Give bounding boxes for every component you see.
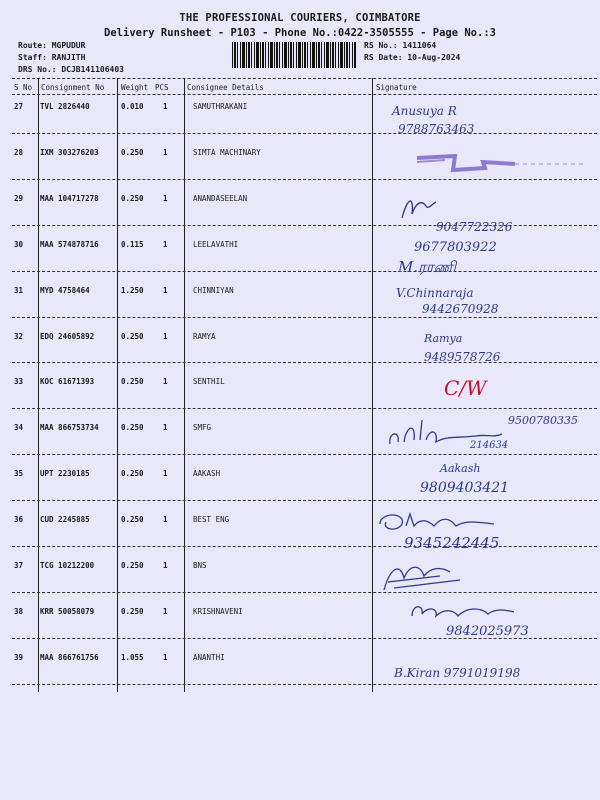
row-pcs: 1: [163, 147, 168, 157]
company-title: THE PROFESSIONAL COURIERS, COIMBATORE: [179, 12, 421, 24]
signature-row-29-phone: 9047722326: [436, 220, 513, 234]
row-pcs: 1: [163, 469, 168, 479]
row-consignee: CHINNIYAN: [193, 285, 234, 295]
signature-row-35-name: Aakash: [440, 462, 481, 475]
signature-scribble-row-36: [376, 510, 506, 534]
row-pcs: 1: [163, 652, 168, 662]
row-sno: 33: [14, 377, 24, 387]
row-weight: 0.250: [121, 561, 144, 570]
runsheet-subtitle: Delivery Runsheet - P103 - Phone No.:0422-3505555 - Page No.:3: [104, 27, 496, 39]
row-sno: 39: [14, 652, 24, 662]
signature-row-35-phone: 9809403421: [420, 480, 510, 496]
row-sno: 29: [14, 193, 24, 203]
route-label: Route: MGPUDUR: [18, 41, 86, 50]
row-consignee: SMFG: [193, 423, 212, 433]
row-consignment-no: KOC 61671393: [40, 377, 95, 387]
row-sno: 32: [14, 331, 24, 341]
row-pcs: 1: [163, 377, 168, 387]
signature-row-38-phone: 9842025973: [446, 624, 529, 639]
row-consignee: RAMYA: [193, 331, 216, 341]
row-separator: [12, 408, 597, 409]
signature-row-31-name: V.Chinnaraja: [396, 286, 474, 300]
signature-row-32-phone: 9489578726: [424, 350, 501, 364]
signature-row-27-name: Anusuya R: [392, 104, 457, 118]
row-weight: 1.250: [121, 285, 144, 295]
rs-date: RS Date: 10-Aug-2024: [364, 53, 461, 62]
row-sno: 27: [14, 102, 24, 111]
row-pcs: 1: [163, 561, 168, 570]
row-pcs: 1: [163, 515, 168, 525]
row-separator: [12, 362, 597, 363]
signature-row-33-mark: C/W: [444, 376, 487, 400]
signature-row-36-phone: 9345242445: [404, 534, 500, 552]
row-sno: 37: [14, 561, 24, 570]
row-weight: 0.010: [121, 102, 144, 111]
column-divider: [372, 78, 373, 692]
row-pcs: 1: [163, 285, 168, 295]
row-pcs: 1: [163, 606, 168, 616]
signature-row-30-name: M.ராணி: [398, 258, 457, 276]
row-weight: 1.055: [121, 652, 144, 662]
row-weight: 0.250: [121, 331, 144, 341]
row-consignee: SENTHIL: [193, 377, 225, 387]
row-consignee: KRISHNAVENI: [193, 606, 243, 616]
row-pcs: 1: [163, 239, 168, 249]
row-separator: [12, 133, 597, 134]
row-consignment-no: CUD 2245885: [40, 515, 90, 525]
row-separator: [12, 500, 597, 501]
row-consignment-no: TCG 10212200: [40, 561, 95, 570]
header-bottom-rule: [12, 94, 597, 95]
row-separator: [12, 592, 597, 593]
header-top-rule: [12, 78, 597, 79]
row-consignment-no: MAA 866753734: [40, 423, 99, 433]
row-weight: 0.250: [121, 147, 144, 157]
col-header-consignment: Consignment No: [41, 83, 105, 92]
rs-number: RS No.: 1411064: [364, 41, 437, 50]
route-info: [18, 40, 124, 76]
row-weight: 0.250: [121, 606, 144, 616]
row-sno: 36: [14, 515, 24, 525]
row-weight: 0.250: [121, 515, 144, 525]
row-weight: 0.250: [121, 423, 144, 433]
column-divider: [117, 78, 118, 692]
signature-scribble-row-38: [408, 600, 518, 622]
stamp-mark-row-28: [415, 152, 590, 182]
col-header-sno: S No: [14, 83, 33, 92]
row-separator: [12, 684, 597, 685]
signature-scribble-row-29: [398, 192, 438, 222]
row-separator: [12, 317, 597, 318]
signature-row-31-phone: 9442670928: [422, 302, 499, 316]
row-consignee: SAMUTHRAKANI: [193, 102, 248, 111]
row-sno: 28: [14, 147, 24, 157]
row-consignee: AAKASH: [193, 469, 221, 479]
row-separator: [12, 271, 597, 272]
row-weight: 0.250: [121, 193, 144, 203]
signature-row-27-phone: 9788763463: [398, 122, 475, 136]
row-separator: [12, 546, 597, 547]
row-consignment-no: IXM 303276203: [40, 147, 99, 157]
row-consignee: ANANDASEELAN: [193, 193, 248, 203]
rs-info: [364, 40, 460, 64]
signature-row-34-code: 214634: [470, 440, 509, 451]
barcode-image: [232, 42, 356, 68]
row-sno: 38: [14, 606, 24, 616]
row-sno: 31: [14, 285, 24, 295]
row-consignment-no: EDQ 24605892: [40, 331, 95, 341]
row-consignee: LEELAVATHI: [193, 239, 239, 249]
row-sno: 35: [14, 469, 24, 479]
signature-row-34-phone: 9500780335: [508, 414, 578, 427]
col-header-weight: Weight: [121, 83, 149, 92]
staff-label: Staff: RANJITH: [18, 53, 86, 62]
row-pcs: 1: [163, 423, 168, 433]
row-consignee: SIMTA MACHINARY: [193, 147, 261, 157]
row-consignment-no: UPT 2230185: [40, 469, 90, 479]
row-pcs: 1: [163, 102, 168, 111]
col-header-pcs: PCS: [155, 83, 169, 92]
row-consignee: ANANTHI: [193, 652, 225, 662]
row-consignee: BNS: [193, 561, 207, 570]
row-consignment-no: MYD 4758464: [40, 285, 90, 295]
column-divider: [38, 78, 39, 692]
drs-label: DRS No.: DCJB141106403: [18, 65, 124, 74]
row-consignment-no: MAA 574878716: [40, 239, 99, 249]
row-consignee: BEST ENG: [193, 515, 230, 525]
row-weight: 0.250: [121, 377, 144, 387]
row-weight: 0.115: [121, 239, 144, 249]
row-separator: [12, 454, 597, 455]
column-divider: [184, 78, 185, 692]
signature-row-39: B.Kiran 9791019198: [394, 666, 521, 680]
signature-row-30-phone: 9677803922: [414, 240, 497, 255]
row-consignment-no: TVL 2826440: [40, 102, 90, 111]
signature-row-32-name: Ramya: [424, 332, 463, 345]
row-consignment-no: MAA 104717278: [40, 193, 99, 203]
col-header-consignee: Consignee Details: [187, 83, 264, 92]
row-weight: 0.250: [121, 469, 144, 479]
row-sno: 30: [14, 239, 24, 249]
row-pcs: 1: [163, 193, 168, 203]
row-consignment-no: KRR 50058079: [40, 606, 95, 616]
row-sno: 34: [14, 423, 24, 433]
col-header-signature: Signature: [376, 83, 417, 92]
row-consignment-no: MAA 866761756: [40, 652, 99, 662]
signature-scribble-row-37: [380, 558, 470, 598]
row-pcs: 1: [163, 331, 168, 341]
